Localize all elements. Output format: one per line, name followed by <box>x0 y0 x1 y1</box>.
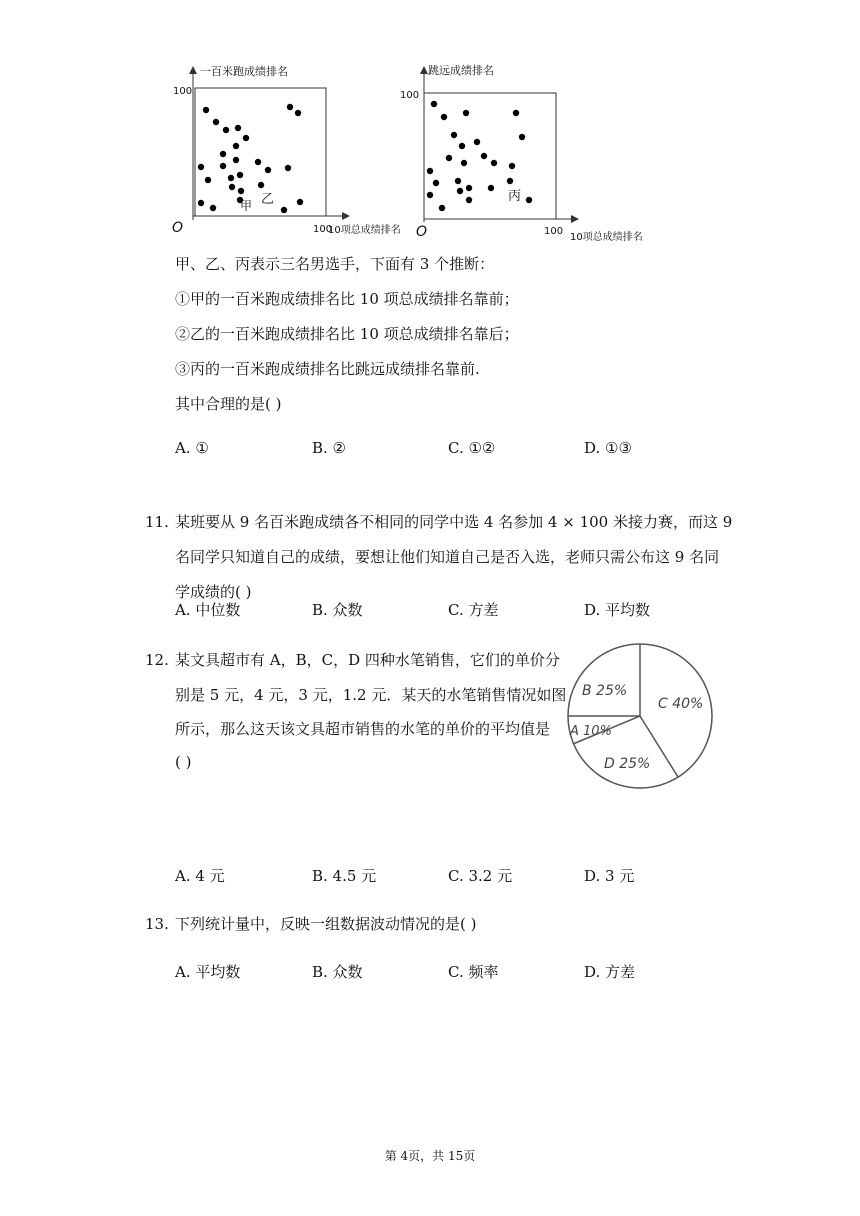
q10-statement-2: ②乙的一百米跑成绩排名比 10 项总成绩排名靠后； <box>175 325 519 343</box>
point <box>258 182 264 188</box>
y-tick-label: 100 <box>173 86 193 97</box>
q13-number: 13. <box>145 915 169 933</box>
q10-option-b[interactable]: B. ② <box>312 439 347 457</box>
scatter-plot-100m <box>168 60 418 245</box>
point <box>466 185 472 191</box>
pie-label-d: D 25% <box>604 756 651 772</box>
q11-option-a[interactable]: A. 中位数 <box>175 601 241 619</box>
pie-label-a: A 10% <box>570 724 612 739</box>
point <box>491 160 497 166</box>
point <box>488 185 494 191</box>
point <box>431 101 437 107</box>
chart-title: 跳远成绩排名 <box>428 64 494 77</box>
point <box>463 110 469 116</box>
point <box>205 177 211 183</box>
y-tick-label: 100 <box>400 90 420 101</box>
point <box>228 175 234 181</box>
point <box>451 132 457 138</box>
pie-label-c: C 40% <box>658 696 704 712</box>
q12-option-a[interactable]: A. 4 元 <box>175 867 225 885</box>
point <box>526 197 532 203</box>
q11-line-1: 某班要从 9 名百米跑成绩各不相同的同学中选 4 名参加 4 × 100 米接力赛，而这 9 <box>175 513 733 531</box>
point <box>433 180 439 186</box>
point <box>223 127 229 133</box>
point <box>287 104 293 110</box>
scatter-plot-long-jump <box>400 60 662 245</box>
q12-option-c[interactable]: C. 3.2 元 <box>448 867 513 885</box>
point <box>281 207 287 213</box>
point <box>235 125 241 131</box>
q12-line-3: 所示，那么这天该文具超市销售的水笔的单价的平均值是 <box>175 720 551 738</box>
label-jia: 甲 <box>240 199 253 213</box>
point <box>481 153 487 159</box>
pie-chart <box>560 640 720 800</box>
point <box>210 205 216 211</box>
point <box>233 143 239 149</box>
scatter-points <box>198 104 303 213</box>
q11-number: 11. <box>145 513 169 531</box>
point <box>507 178 513 184</box>
q10-statement-1: ①甲的一百米跑成绩排名比 10 项总成绩排名靠前； <box>175 290 519 308</box>
point <box>439 205 445 211</box>
q13-option-b[interactable]: B. 众数 <box>312 963 363 981</box>
point <box>297 199 303 205</box>
point <box>233 157 239 163</box>
point <box>427 192 433 198</box>
label-bing: 丙 <box>508 189 522 204</box>
q10-intro: 甲、乙、丙表示三名男选手，下面有 3 个推断： <box>175 255 495 273</box>
point <box>457 188 463 194</box>
point <box>474 139 480 145</box>
point <box>513 110 519 116</box>
label-yi: 乙 <box>261 192 275 207</box>
origin-label: O <box>172 220 184 236</box>
q10-ask: 其中合理的是( ) <box>175 395 282 413</box>
q13-option-c[interactable]: C. 频率 <box>448 963 499 981</box>
point <box>238 188 244 194</box>
x-axis-label: 10项总成绩排名 <box>570 232 643 243</box>
q11-option-c[interactable]: C. 方差 <box>448 601 499 619</box>
q11-line-3: 学成绩的( ) <box>175 583 252 601</box>
point <box>255 159 261 165</box>
q10-option-d[interactable]: D. ①③ <box>584 439 632 457</box>
point <box>461 160 467 166</box>
point <box>446 155 452 161</box>
point <box>441 114 447 120</box>
point <box>229 184 235 190</box>
point <box>427 168 433 174</box>
q12-line-1: 某文具超市有 A，B，C，D 四种水笔销售，它们的单价分 <box>175 651 560 669</box>
point <box>519 134 525 140</box>
point <box>285 165 291 171</box>
point <box>220 151 226 157</box>
point <box>203 107 209 113</box>
q11-option-d[interactable]: D. 平均数 <box>584 601 651 619</box>
q10-option-c[interactable]: C. ①② <box>448 439 496 457</box>
x-axis-label: 10项总成绩排名 <box>328 225 401 236</box>
point <box>265 167 271 173</box>
point <box>237 172 243 178</box>
point <box>459 143 465 149</box>
x-tick-label: 100 <box>544 226 564 237</box>
q13-line-1: 下列统计量中，反映一组数据波动情况的是( ) <box>175 915 477 933</box>
x-tick-label: 100 <box>313 224 333 235</box>
point <box>198 200 204 206</box>
page-footer: 第 4页，共 15页 <box>384 1149 476 1163</box>
point <box>198 164 204 170</box>
point <box>509 163 515 169</box>
chart-title: 一百米跑成绩排名 <box>200 65 288 78</box>
point <box>243 135 249 141</box>
point <box>466 197 472 203</box>
q12-number: 12. <box>145 651 169 669</box>
q13-option-a[interactable]: A. 平均数 <box>175 963 241 981</box>
q11-option-b[interactable]: B. 众数 <box>312 601 363 619</box>
point <box>220 163 226 169</box>
pie-label-b: B 25% <box>582 683 628 699</box>
q12-line-2: 别是 5 元，4 元，3 元，1.2 元．某天的水笔销售情况如图 <box>175 686 567 704</box>
q10-option-a[interactable]: A. ① <box>175 439 209 457</box>
q11-line-2: 名同学只知道自己的成绩，要想让他们知道自己是否入选，老师只需公布这 9 名同 <box>175 548 720 566</box>
point <box>213 119 219 125</box>
origin-label: O <box>416 224 428 240</box>
plot-frame <box>424 93 556 219</box>
q12-option-d[interactable]: D. 3 元 <box>584 867 635 885</box>
point <box>455 178 461 184</box>
q10-statement-3: ③丙的一百米跑成绩排名比跳远成绩排名靠前. <box>175 360 480 378</box>
q12-line-4: ( ) <box>175 753 192 771</box>
q13-option-d[interactable]: D. 方差 <box>584 963 636 981</box>
q12-option-b[interactable]: B. 4.5 元 <box>312 867 377 885</box>
point <box>295 110 301 116</box>
